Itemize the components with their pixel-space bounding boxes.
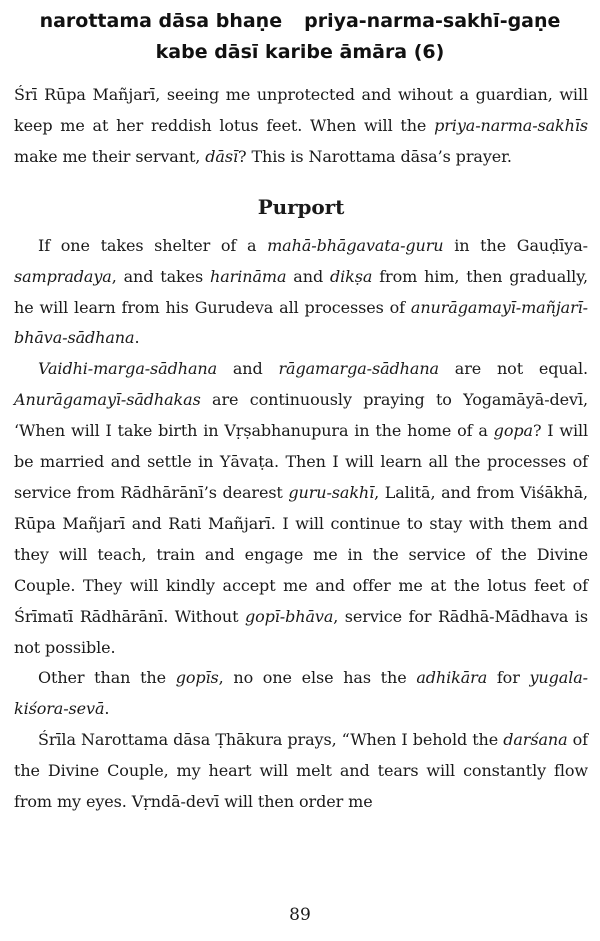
text-run: are continuously praying to Yogamāyā-devī, ‘When will I take birth in Vṛṣabhanupura in the home of a <box>14 390 588 441</box>
italic-term: priya-narma-sakhīs <box>434 115 588 135</box>
italic-term: darśana <box>503 730 568 750</box>
italic-term: sampradaya <box>14 266 112 286</box>
italic-term: dāsī <box>205 146 238 166</box>
verse-block <box>20 6 580 68</box>
purport-paragraph-3 <box>14 663 588 725</box>
italic-term: rāgamarga-sādhana <box>278 359 439 379</box>
text-body <box>14 80 588 818</box>
italic-term: Vaidhi-marga-sādhana <box>38 359 218 379</box>
text-run: ? I will be married and settle in Yāvaṭa. Then I will learn all the processes of service from Rādhārānī’s dearest <box>14 421 589 502</box>
text-run: make me their servant, <box>14 146 206 166</box>
purport-paragraph-4 <box>14 725 588 818</box>
italic-term: dikṣa <box>329 266 373 286</box>
text-run: in the Gauḍīya- <box>443 235 588 255</box>
italic-term: gopa <box>493 421 533 441</box>
verse-line-2: kabe dāsī karibe āmāra (6) <box>155 41 445 63</box>
text-run: Other than the <box>38 668 176 688</box>
text-run: . <box>104 699 110 719</box>
italic-term: harināma <box>210 266 287 286</box>
verse-line-1-part-a: narottama dāsa bhaṇe <box>39 10 283 32</box>
italic-term: anurāgamayī-mañjarī-bhāva-sādhana <box>14 297 588 348</box>
text-run: , service for Rādhā-Mādhava is not possible. <box>14 606 589 657</box>
text-run: If one takes shelter of a <box>38 235 268 255</box>
text-run: are not equal. <box>438 359 588 379</box>
purport-paragraph-2 <box>14 354 588 663</box>
text-run: , and takes <box>111 266 211 286</box>
text-run: , Lalitā, and from Viśākhā, Rūpa Mañjarī and Rati Mañjarī. I will continue to stay with them and they will teach, train and engage me in the service of the Divine Couple. They will kindly accept me and offer me at the lotus feet of Śrīmatī Rādhārānī. Without <box>14 482 588 626</box>
translation-paragraph <box>14 80 588 173</box>
italic-term: yugala-kiśora-sevā <box>14 668 588 719</box>
italic-term: Anurāgamayī-sādhakas <box>14 390 201 410</box>
text-run: . <box>134 328 140 348</box>
page-number: 89 <box>289 905 311 925</box>
text-run: ? This is Narottama dāsa’s prayer. <box>237 146 512 166</box>
italic-term: guru-sakhī <box>288 482 375 502</box>
italic-term: adhikāra <box>416 668 488 688</box>
text-run: , no one else has the <box>218 668 417 688</box>
italic-term: gopīs <box>175 668 219 688</box>
purport-paragraph-1 <box>14 231 588 355</box>
text-run: Śrīla Narottama dāsa Ṭhākura prays, “When I behold the <box>38 730 504 750</box>
text-run: Śrī Rūpa Mañjarī, seeing me unprotected and wihout a guardian, will keep me at her reddish lotus feet. When will the <box>14 85 588 135</box>
italic-term: mahā-bhāgavata-guru <box>267 235 444 255</box>
italic-term: gopī-bhāva <box>244 606 334 626</box>
purport-heading: Purport <box>257 194 345 219</box>
text-run: from him, then gradually, he will learn from his Gurudeva all processes of <box>14 266 588 317</box>
text-run: for <box>487 668 530 688</box>
text-run: of the Divine Couple, my heart will melt and tears will constantly flow from my eyes. Vṛndā-devī will then order me <box>14 730 588 812</box>
verse-line-1 <box>20 6 580 37</box>
text-run: and <box>217 359 279 379</box>
verse-line-1-part-b: priya-narma-sakhī-gaṇe <box>304 10 561 32</box>
text-run: and <box>286 266 330 286</box>
